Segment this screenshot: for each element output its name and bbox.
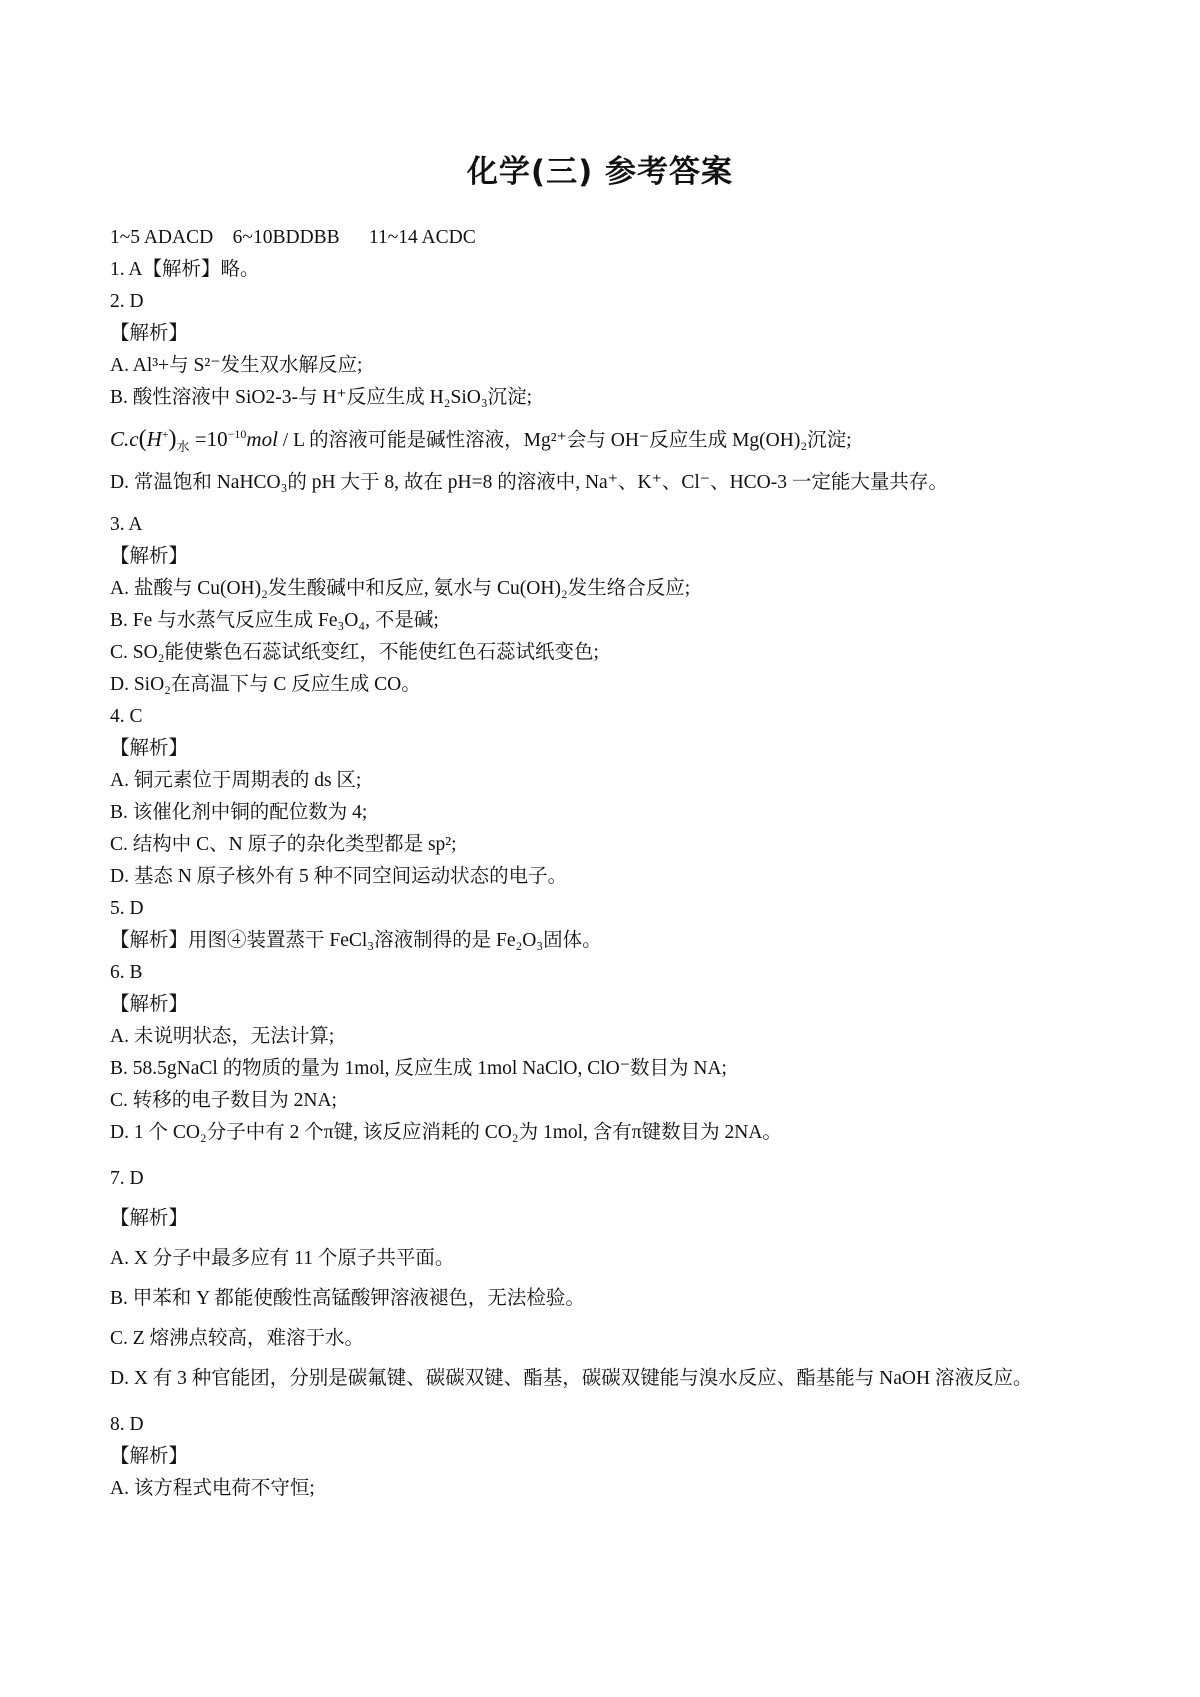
q4-answer: 4. C <box>110 706 143 728</box>
q4-option-d: D. 基态 N 原子核外有 5 种不同空间运动状态的电子。 <box>110 866 568 888</box>
q5-answer: 5. D <box>110 898 144 920</box>
q3-option-a: A. 盐酸与 Cu(OH)₂发生酸碱中和反应, 氨水与 Cu(OH)₂发生络合反应; <box>110 578 691 600</box>
formula-subscript: 水 <box>176 439 190 455</box>
q2-answer: 2. D <box>110 291 144 312</box>
q7-answer: 7. D <box>110 1168 144 1190</box>
q7-option-d: D. X 有 3 种官能团，分别是碳氟键、碳碳双键、酯基，碳碳双键能与溴水反应、酯基能与 NaOH 溶液反应。 <box>110 1368 1033 1390</box>
formula-ion: H <box>146 427 162 451</box>
answer-summary: 1~5 ADACD 6~10BDDBB 11~14 ACDC <box>110 227 476 248</box>
q8-answer: 8. D <box>110 1414 144 1436</box>
formula-unit: mol <box>246 427 278 451</box>
formula-lead: C.c <box>110 427 139 451</box>
q6-option-d: D. 1 个 CO₂分子中有 2 个π键, 该反应消耗的 CO₂为 1mol, 含有π键数目为 2NA。 <box>110 1122 782 1144</box>
q6-option-b: B. 58.5gNaCl 的物质的量为 1mol, 反应生成 1mol NaClO, ClO⁻数目为 NA; <box>110 1058 727 1080</box>
q4-option-c: C. 结构中 C、N 原子的杂化类型都是 sp²; <box>110 834 457 856</box>
q6-answer: 6. B <box>110 962 143 984</box>
q7-explanation-header: 【解析】 <box>110 1208 189 1230</box>
q2-explanation-header: 【解析】 <box>110 323 189 344</box>
formula-exponent: −10 <box>227 427 247 441</box>
q6-option-c: C. 转移的电子数目为 2NA; <box>110 1090 337 1112</box>
q6-explanation-header: 【解析】 <box>110 994 189 1016</box>
q8-explanation-header: 【解析】 <box>110 1446 189 1468</box>
q3-option-c: C. SO₂能使紫色石蕊试纸变红，不能使红色石蕊试纸变色; <box>110 642 599 664</box>
q3-option-b: B. Fe 与水蒸气反应生成 Fe₃O₄, 不是碱; <box>110 610 439 632</box>
q4-explanation-header: 【解析】 <box>110 738 189 760</box>
q3-explanation-header: 【解析】 <box>110 546 189 568</box>
q7-option-b: B. 甲苯和 Y 都能使酸性高锰酸钾溶液褪色，无法检验。 <box>110 1288 585 1310</box>
q2-option-c <box>110 414 1150 467</box>
q7-option-a: A. X 分子中最多应有 11 个原子共平面。 <box>110 1248 455 1270</box>
q2-option-a: A. Al³+与 S²⁻发生双水解反应; <box>110 355 363 376</box>
page-title: 化学(三) 参考答案 <box>466 154 734 190</box>
answer-content <box>110 222 1150 1505</box>
q3-option-d: D. SiO₂在高温下与 C 反应生成 CO。 <box>110 674 421 696</box>
q4-option-b: B. 该催化剂中铜的配位数为 4; <box>110 802 368 824</box>
q2-option-d: D. 常温饱和 NaHCO₃的 pH 大于 8, 故在 pH=8 的溶液中, Na⁺、K⁺、Cl⁻、HCO-3 一定能大量共存。 <box>110 472 948 494</box>
q3-answer: 3. A <box>110 514 143 536</box>
q2-option-c-text: / L 的溶液可能是碱性溶液，Mg²⁺会与 OH⁻反应生成 Mg(OH)₂沉淀; <box>277 430 852 451</box>
q2-option-b: B. 酸性溶液中 SiO2-3-与 H⁺反应生成 H₂SiO₃沉淀; <box>110 387 533 408</box>
q8-option-a: A. 该方程式电荷不守恒; <box>110 1478 315 1500</box>
q2-formula: $C.c(H^+)_水 =10^{-10}mol$ <box>110 426 278 455</box>
q4-option-a: A. 铜元素位于周期表的 ds 区; <box>110 770 362 792</box>
q6-option-a: A. 未说明状态，无法计算; <box>110 1026 335 1048</box>
q1-answer: 1. A【解析】略。 <box>110 259 260 280</box>
q5-explanation: 【解析】用图④装置蒸干 FeCl₃溶液制得的是 Fe₂O₃固体。 <box>110 930 602 952</box>
formula-equals: =10 <box>194 427 228 451</box>
q7-option-c: C. Z 熔沸点较高，难溶于水。 <box>110 1328 365 1350</box>
